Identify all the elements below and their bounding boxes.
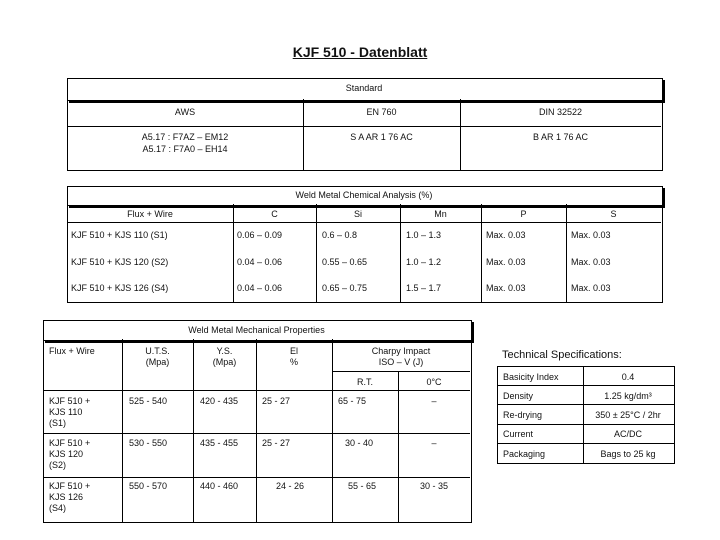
mech-cell: 25 - 27 <box>262 438 291 448</box>
chem-cell: 0.55 – 0.65 <box>322 257 368 267</box>
mech-col-charpy-unit: ISO – V (J) <box>378 357 424 367</box>
standard-en-value: S A AR 1 76 AC <box>350 132 413 142</box>
chem-cell: Max. 0.03 <box>486 257 526 267</box>
standard-aws-line1: A5.17 : F7AZ – EM12 <box>141 132 229 142</box>
mech-cell: 65 - 75 <box>338 396 367 406</box>
chem-col-s: S <box>610 209 617 219</box>
mech-col-el: El <box>289 346 298 356</box>
chem-cell: 0.65 – 0.75 <box>322 283 368 293</box>
chem-cell: KJF 510 + KJS 126 (S4) <box>71 283 169 293</box>
chem-cell: Max. 0.03 <box>571 230 611 240</box>
chem-cell: Max. 0.03 <box>486 230 526 240</box>
tech-value: 350 ± 25°C / 2hr <box>595 410 661 420</box>
mech-cell: 550 - 570 <box>129 481 168 491</box>
mech-cell: 530 - 550 <box>129 438 168 448</box>
mech-cell: 25 - 27 <box>262 396 291 406</box>
chem-col-p: P <box>520 209 527 219</box>
tech-label: Packaging <box>503 449 546 459</box>
chem-col-flux: Flux + Wire <box>127 209 173 219</box>
chem-col-mn: Mn <box>434 209 447 219</box>
mech-col-rt: R.T. <box>356 377 373 387</box>
mech-col-uts-unit: (Mpa) <box>145 357 170 367</box>
chem-cell: Max. 0.03 <box>571 257 611 267</box>
tech-title: Technical Specifications: <box>502 349 622 361</box>
chem-cell: KJF 510 + KJS 110 (S1) <box>71 230 168 240</box>
standard-col-aws: AWS <box>174 107 196 117</box>
mech-cell: 24 - 26 <box>276 481 305 491</box>
tech-label: Current <box>503 429 534 439</box>
mech-cell: 30 - 35 <box>419 481 449 491</box>
mech-flux-cell: KJF 510 + KJS 126 (S4) <box>49 481 91 513</box>
mech-col-el-unit: % <box>289 357 298 367</box>
mech-col-charpy: Charpy Impact <box>371 346 431 356</box>
chem-cell: 0.6 – 0.8 <box>322 230 358 240</box>
mech-header-label: Weld Metal Mechanical Properties <box>188 325 325 335</box>
page-title: KJF 510 - Datenblatt <box>292 44 428 60</box>
mech-cell: 55 - 65 <box>348 481 377 491</box>
tech-label: Density <box>503 391 534 401</box>
mech-flux-cell: KJF 510 + KJS 120 (S2) <box>49 438 91 470</box>
standard-aws-line2: A5.17 : F7A0 – EH14 <box>142 144 228 154</box>
chem-cell: 0.06 – 0.09 <box>237 230 283 240</box>
standard-din-value: B AR 1 76 AC <box>532 132 589 142</box>
standard-header-label: Standard <box>345 83 383 93</box>
tech-value: Bags to 25 kg <box>600 449 656 459</box>
chem-cell: 1.0 – 1.2 <box>406 257 442 267</box>
mech-cell: 440 - 460 <box>200 481 239 491</box>
mech-cell: – <box>431 396 437 406</box>
mech-cell: – <box>431 438 437 448</box>
standard-col-en: EN 760 <box>366 107 397 117</box>
tech-value: 0.4 <box>621 372 635 382</box>
mech-cell: 30 - 40 <box>345 438 374 448</box>
chem-col-c: C <box>271 209 278 219</box>
tech-label: Basicity Index <box>503 372 559 382</box>
mech-col-ys: Y.S. <box>216 346 233 356</box>
chem-cell: 0.04 – 0.06 <box>237 283 283 293</box>
chem-col-si: Si <box>353 209 362 219</box>
mech-col-zero: 0°C <box>426 377 442 387</box>
standard-col-din: DIN 32522 <box>538 107 583 117</box>
mech-cell: 420 - 435 <box>200 396 239 406</box>
mech-col-ys-unit: (Mpa) <box>212 357 237 367</box>
mech-cell: 435 - 455 <box>200 438 239 448</box>
tech-label: Re-drying <box>503 410 543 420</box>
chem-cell: 1.5 – 1.7 <box>406 283 442 293</box>
mech-col-uts: U.T.S. <box>145 346 170 356</box>
chem-cell: Max. 0.03 <box>486 283 526 293</box>
chem-header-label: Weld Metal Chemical Analysis (%) <box>295 190 433 200</box>
tech-value: 1.25 kg/dm³ <box>604 391 652 401</box>
mech-cell: 525 - 540 <box>129 396 168 406</box>
chem-cell: Max. 0.03 <box>571 283 611 293</box>
chem-cell: KJF 510 + KJS 120 (S2) <box>71 257 169 267</box>
mech-flux-cell: KJF 510 + KJS 110 (S1) <box>49 396 91 428</box>
chem-cell: 0.04 – 0.06 <box>237 257 283 267</box>
tech-value: AC/DC <box>613 429 642 439</box>
chem-cell: 1.0 – 1.3 <box>406 230 442 240</box>
mech-col-flux: Flux + Wire <box>49 346 95 356</box>
